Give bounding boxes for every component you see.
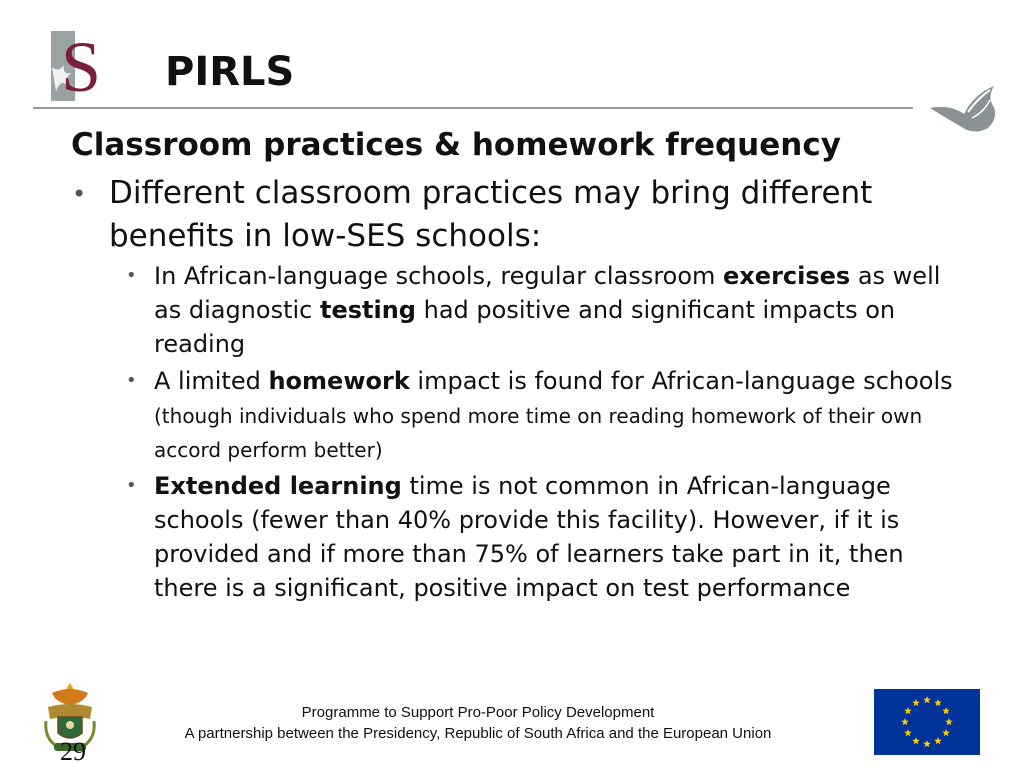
text-run: In African-language schools, regular classroom [154,262,724,290]
sub-bullet-extended-learning [126,469,974,605]
sub-bullet-exercises [126,259,974,361]
text-run: A limited [154,367,269,395]
footer-text [120,702,836,744]
section-heading: Classroom practices & homework frequency [71,127,841,163]
slide-title: PIRLS [165,49,295,95]
text-run: had positive and significant impacts on reading [154,296,896,358]
text-run: impact is found for African-language schools [409,367,953,395]
text-run: as well as diagnostic [154,262,941,324]
bullet-dot-icon: • [126,475,137,496]
bullet-text: Different classroom practices may bring different benefits in low-SES schools: [109,175,873,254]
sub-bullet-homework [126,364,974,466]
bullet-level1 [72,172,969,258]
footer-line-1: Programme to Support Pro-Poor Policy Development [301,704,655,721]
bullet-dot-icon: • [126,265,137,286]
bullet-dot-icon: • [72,180,87,208]
s-logo-icon [51,31,111,101]
text-small: (though individuals who spend more time on reading homework of their own accord perform better) [154,404,923,462]
text-run: time is not common in African-language schools (fewer than 40% provide this facility). However, if it is provided and if more than 75% of learners take part in it, then there is a significant, positive impact on test performance [154,472,904,602]
text-bold: Extended learning [154,472,402,500]
svg-text:S: S [61,31,102,101]
bullet-dot-icon: • [126,370,137,391]
eu-flag-icon [874,689,980,755]
sub-bullet-list [126,259,974,608]
page-number: 29 [60,737,86,766]
title-divider [33,107,913,109]
footer-line-2: A partnership between the Presidency, Republic of South Africa and the European Union [184,725,772,742]
text-bold: homework [268,367,410,395]
bird-feather-icon [928,82,1002,134]
text-bold: exercises [723,262,851,290]
text-bold: testing [319,296,416,324]
